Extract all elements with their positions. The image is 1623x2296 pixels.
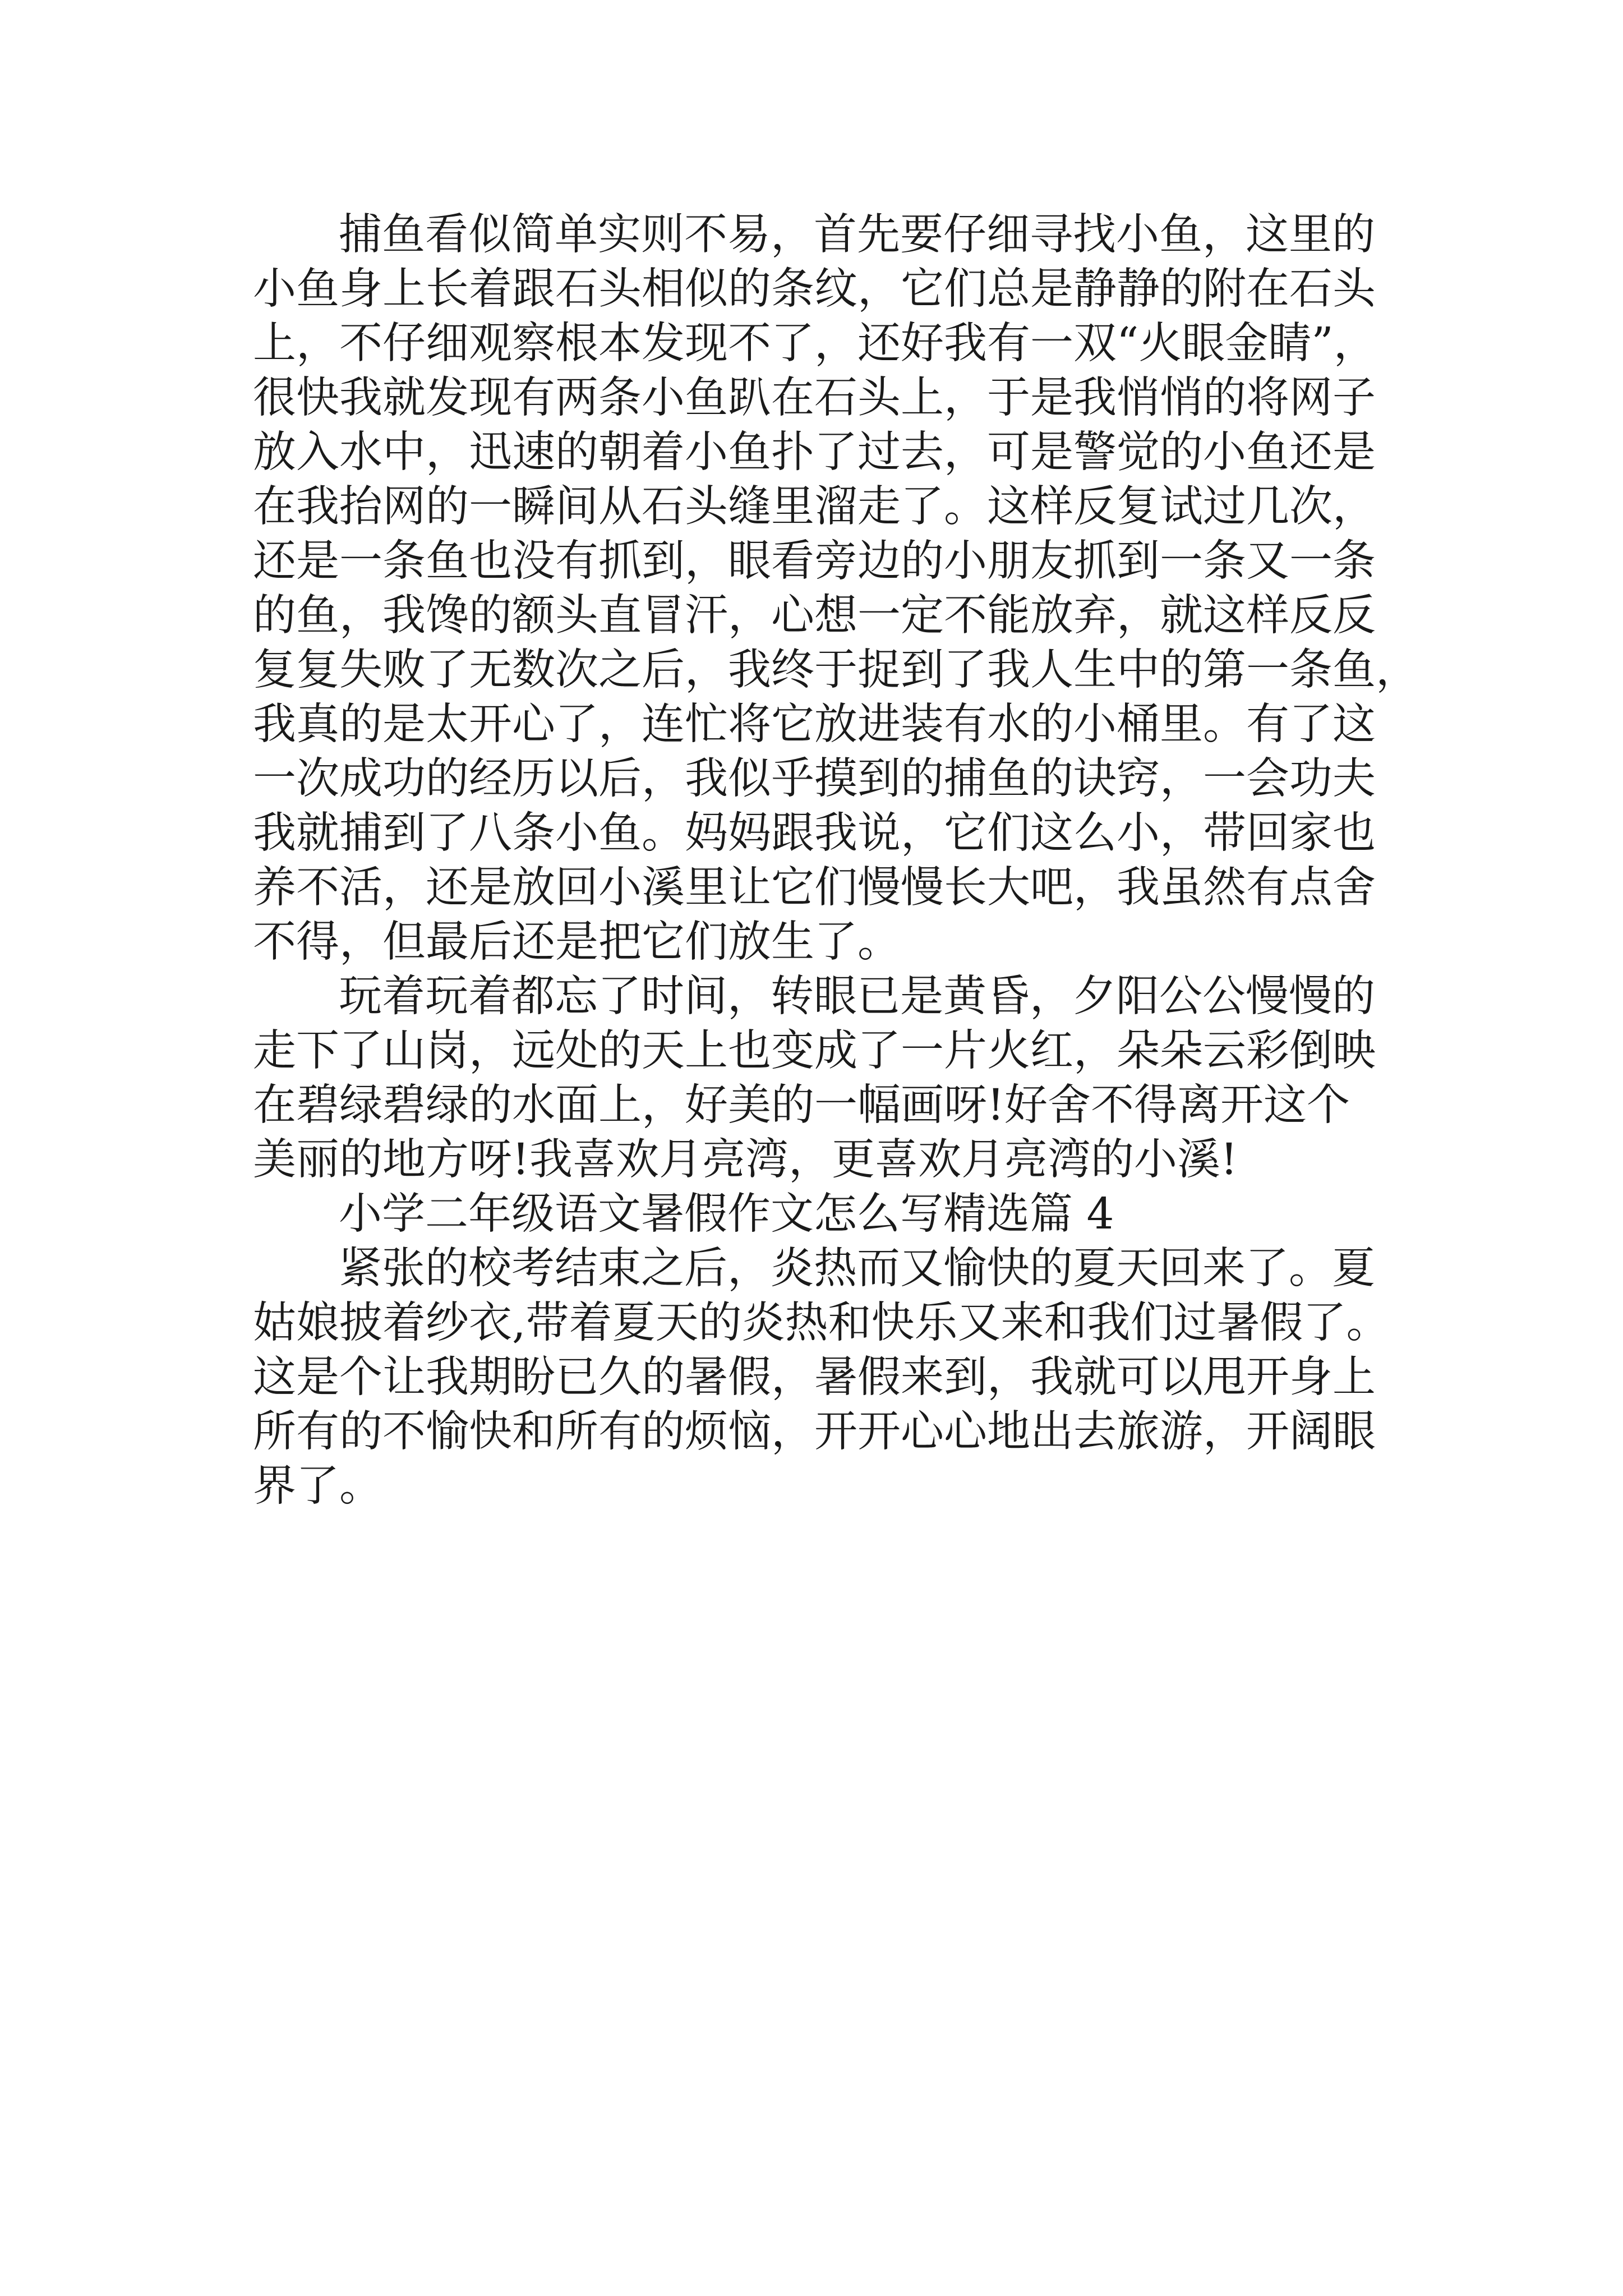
text-line: 的鱼，我馋的额头直冒汗，心想一定不能放弃，就这样反反 (253, 591, 1376, 641)
text-line: 美丽的地方呀!我喜欢月亮湾，更喜欢月亮湾的小溪! (253, 1135, 1238, 1185)
text-line: 放入水中，迅速的朝着小鱼扑了过去，可是警觉的小鱼还是 (253, 427, 1376, 477)
text-line: 上，不仔细观察根本发现不了，还好我有一双“火眼金睛”， (253, 319, 1377, 369)
document-body (253, 208, 1419, 1513)
text-line: 还是一条鱼也没有抓到，眼看旁边的小朋友抓到一条又一条 (253, 536, 1376, 586)
text-line: 捕鱼看似简单实则不易，首先要仔细寻找小鱼，这里的 (339, 210, 1375, 260)
text-line: 很快我就发现有两条小鱼趴在石头上，于是我悄悄的将网子 (253, 373, 1376, 423)
text-line: 一次成功的经历以后，我似乎摸到的捕鱼的诀窍，一会功夫 (253, 754, 1376, 804)
text-line: 小鱼身上长着跟石头相似的条纹，它们总是静静的附在石头 (253, 264, 1376, 314)
text-line: 走下了山岗，远处的天上也变成了一片火红，朵朵云彩倒映 (253, 1026, 1376, 1076)
text-line: 界了。 (253, 1461, 382, 1511)
text-line: 紧张的校考结束之后，炎热而又愉快的夏天回来了。夏 (339, 1244, 1375, 1294)
text-line: 这是个让我期盼已久的暑假，暑假来到，我就可以甩开身上 (253, 1352, 1376, 1402)
text-line: 玩着玩着都忘了时间，转眼已是黄昏，夕阳公公慢慢的 (339, 972, 1375, 1022)
text-line: 姑娘披着纱衣,带着夏天的炎热和快乐又来和我们过暑假了。 (253, 1298, 1390, 1348)
text-line: 在我抬网的一瞬间从石头缝里溜走了。这样反复试过几次， (253, 482, 1376, 532)
text-line: 复复失败了无数次之后，我终于捉到了我人生中的第一条鱼， (253, 645, 1419, 695)
section-heading: 小学二年级语文暑假作文怎么写精选篇 4 (339, 1189, 1114, 1239)
text-line: 不得，但最后还是把它们放生了。 (253, 917, 901, 967)
text-line: 在碧绿碧绿的水面上，好美的一幅画呀!好舍不得离开这个 (253, 1080, 1350, 1130)
text-line: 养不活，还是放回小溪里让它们慢慢长大吧，我虽然有点舍 (253, 863, 1376, 913)
text-line: 所有的不愉快和所有的烦恼，开开心心地出去旅游，开阔眼 (253, 1407, 1376, 1457)
text-line: 我真的是太开心了，连忙将它放进装有水的小桶里。有了这 (253, 700, 1376, 749)
text-line: 我就捕到了八条小鱼。妈妈跟我说，它们这么小，带回家也 (253, 808, 1376, 858)
